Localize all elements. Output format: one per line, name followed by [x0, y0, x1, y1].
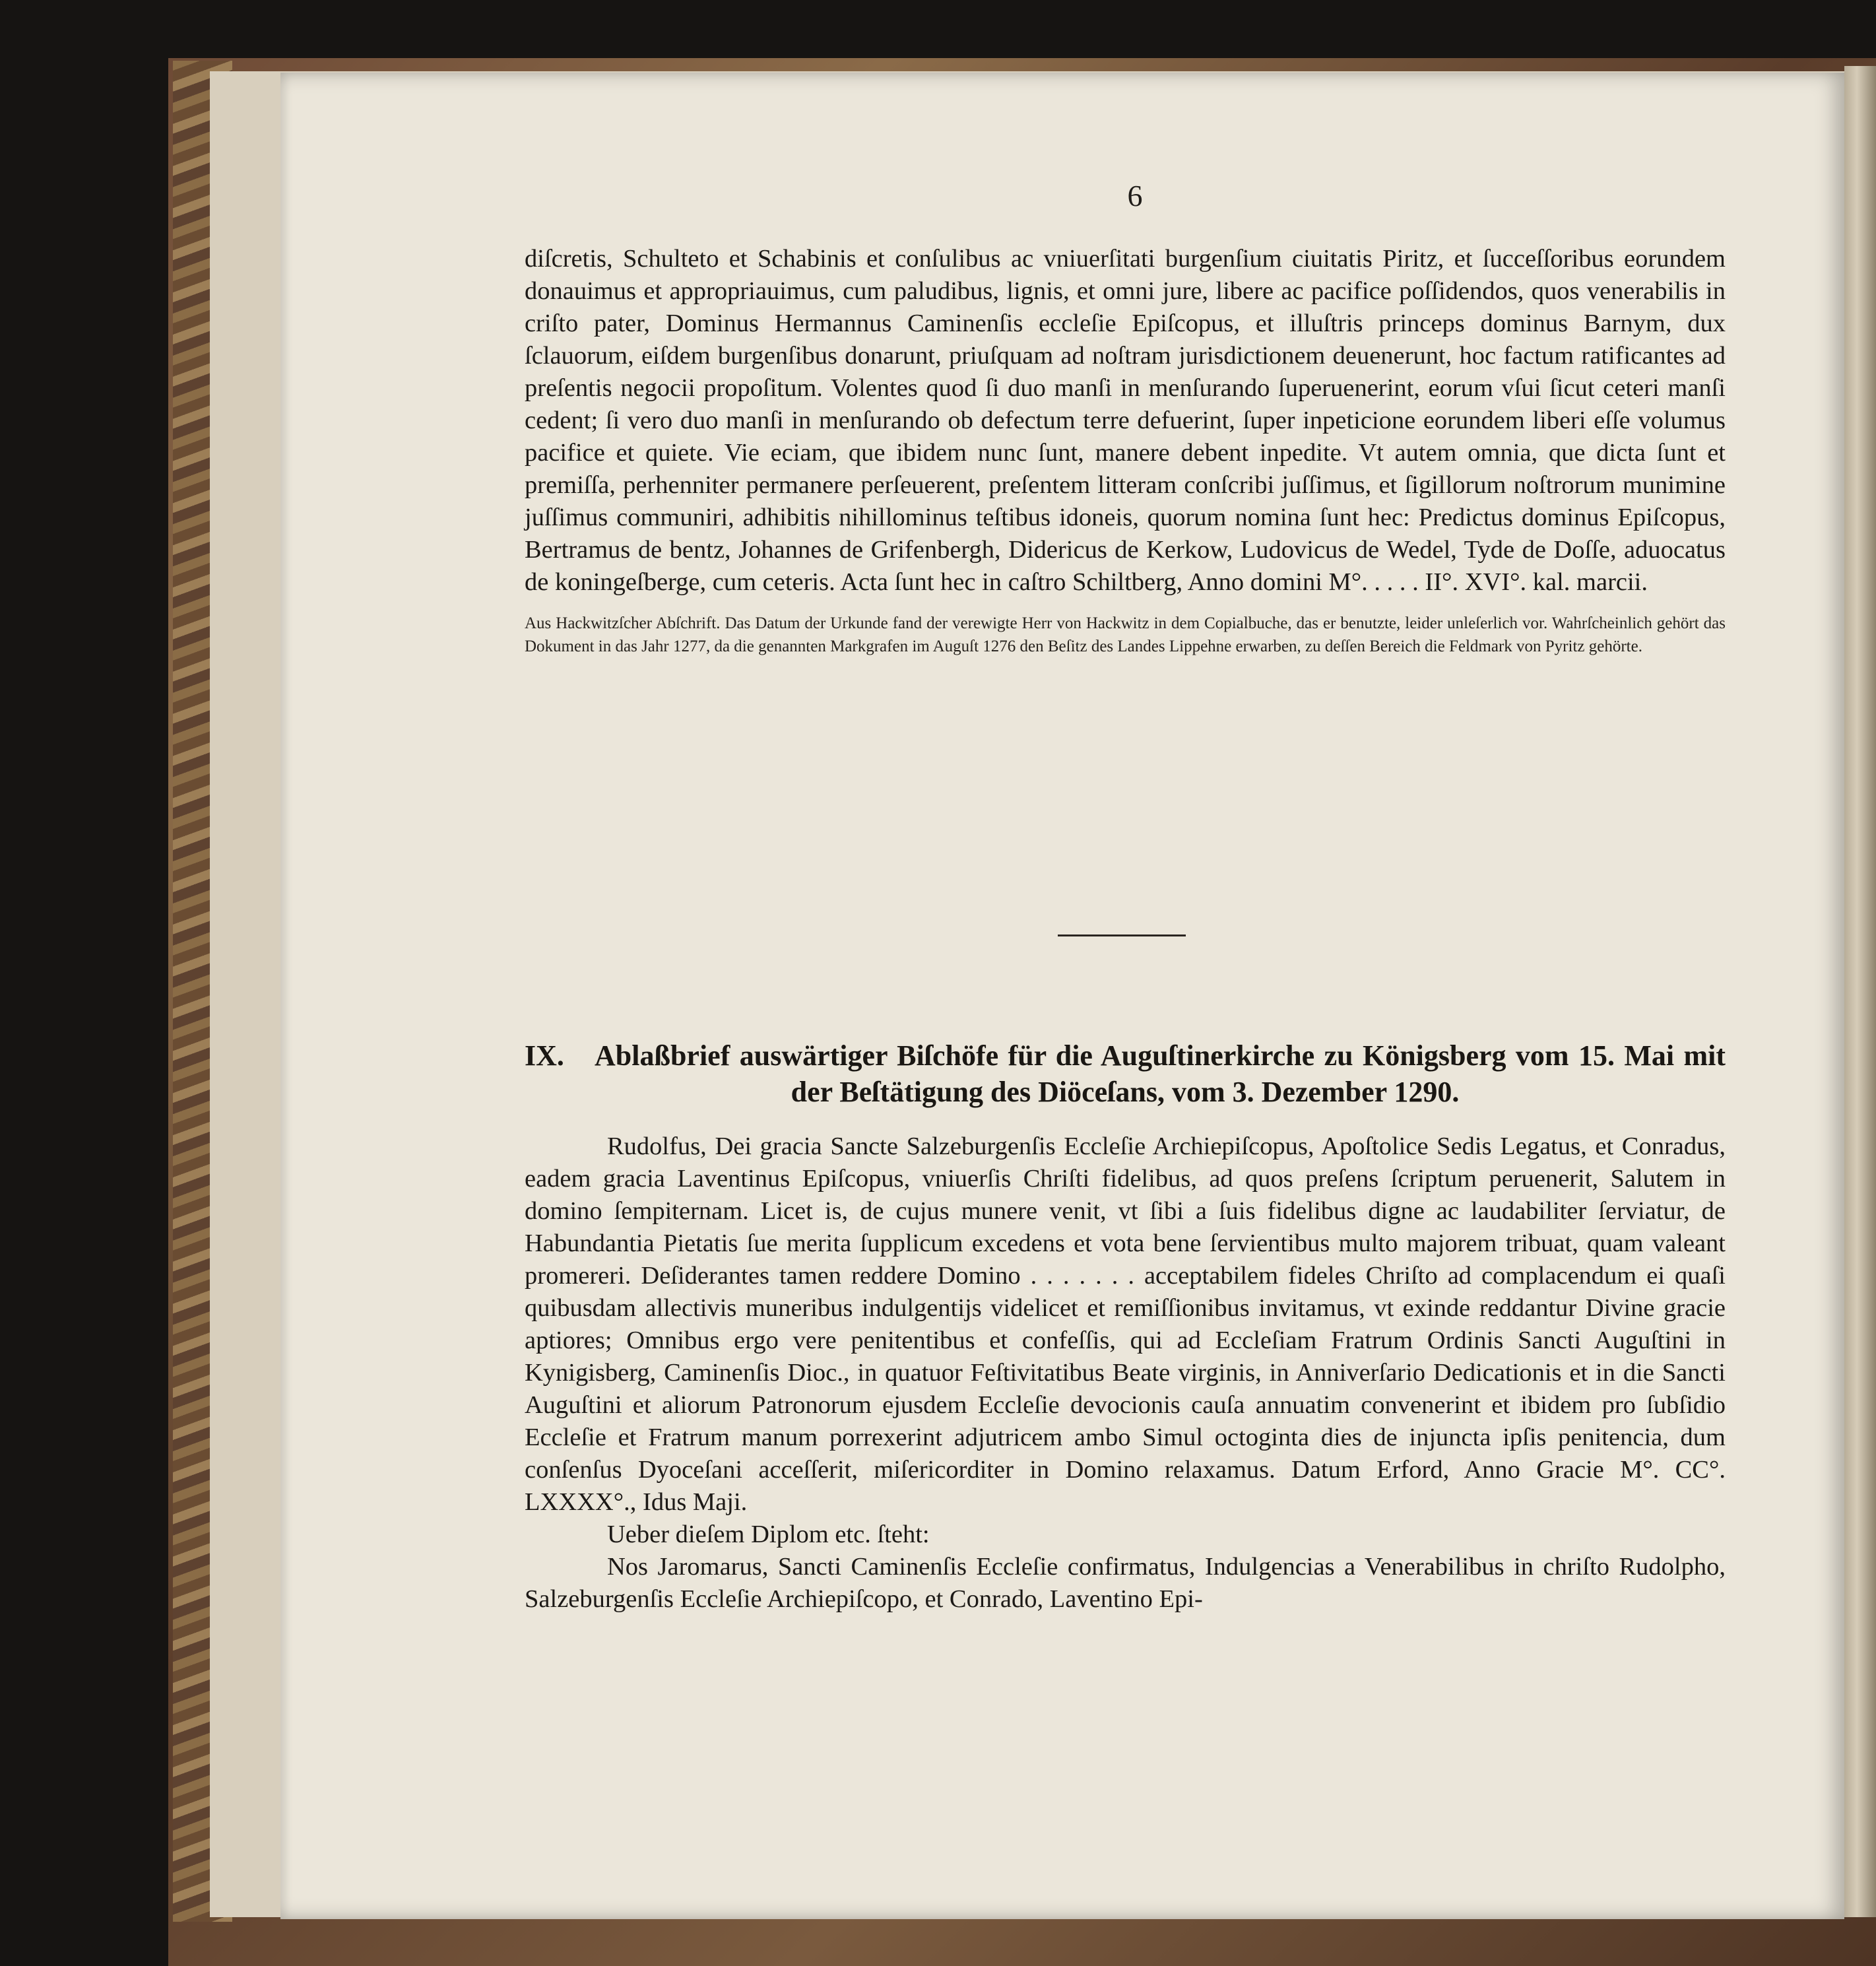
document-text-block	[525, 1130, 1726, 1616]
indulgence-letter-paragraph: Rudolfus, Dei gracia Sancte Salzeburgenſis Eccleſie Archiepiſcopus, Apoſtolice Sedis Legatus, et Conradus, eadem gracia Laventinus Epiſcopus, vniuerſis Chriſti fidelibus, ad quos preſens ſcriptum peruenerit, Salutem in domino ſempiternam. Licet is, de cujus munere venit, vt ſibi a ſuis fidelibus digne ac laudabiliter ſerviatur, de Habundantia Pietatis ſue merita ſupplicum excedens et vota bene ſervientibus multo majorem tribuat, quam valeant promereri. Deſiderantes tamen reddere Domino . . . . . . . acceptabilem fideles Chriſto ad complacendum ei quaſi quibusdam allectivis muneribus indulgentijs videlicet et remiſſionibus invitamus, vt exinde reddantur Divine gracie aptiores; Omnibus ergo vere penitentibus et confeſſis, qui ad Eccleſiam Fratrum Ordinis Sancti Auguſtini in Kynigisberg, Caminenſis Dioc., in quatuor Feſtivitatibus Beate virginis, in Anniverſario Dedicationis et in die Sancti Auguſtini et aliorum Patronorum ejusdem Eccleſie devocionis cauſa annuatim convenerint et ibidem pro ſubſidio Eccleſie et Fratrum manum porrexerint adjutricem ambo Simul octoginta dies de injuncta ipſis penitencia, dum conſenſus Dyoceſani acceſſerit, miſericorditer in Domino relaxamus. Datum Erford, Anno Gracie M°. CC°. LXXXX°., Idus Maji.	[525, 1132, 1726, 1516]
section-heading	[525, 1037, 1726, 1110]
confirmation-paragraph: Nos Jaromarus, Sancti Caminenſis Eccleſie confirmatus, Indulgencias a Venerabilibus in chriſto Rudolpho, Salzeburgenſis Eccleſie Archiepiſcopo, et Conrado, Laventino Epi-	[525, 1553, 1726, 1613]
charter-continuation-paragraph: diſcretis, Schulteto et Schabinis et conſulibus ac vniuerſitati burgenſium ciuitatis Piritz, et ſucceſſoribus eorundem donauimus et appropriauimus, cum paludibus, lignis, et omni jure, libere ac pacifice poſſidendos, quos venerabilis in criſto pater, Dominus Hermannus Caminenſis eccleſie Epiſcopus, et illuſtris princeps dominus Barnym, dux ſclauorum, eiſdem burgenſibus donarunt, priuſquam ad noſtram jurisdictionem deuenerunt, hoc factum ratificantes ad preſentis negocii propoſitum. Volentes quod ſi duo manſi in menſurando ſuperuenerint, eorum vſui ſicut ceteri manſi cedent; ſi vero duo manſi in menſurando ob defectum terre defuerint, ſuper inpeticione eorundem liberi eſſe volumus pacifice et quiete. Vie eciam, que ibidem nunc ſunt, manere debent inpedite. Vt autem omnia, que dicta ſunt et premiſſa, perhenniter permanere perſeuerent, preſentem litteram conſcribi juſſimus, et ſigillorum noſtrorum munimine juſſimus communiri, adhibitis nihillominus teſtibus idoneis, quorum nomina ſunt hec: Predictus dominus Epiſcopus, Bertramus de bentz, Johannes de Grifenbergh, Didericus de Kerkow, Ludovicus de Wedel, Tyde de Doſſe, aduocatus de koningeſberge, cum ceteris. Acta ſunt hec in caſtro Schiltberg, Anno domini M°. . . . . II°. XVI°. kal. marcii.	[525, 245, 1726, 596]
editorial-note: Aus Hackwitzſcher Abſchrift. Das Datum der Urkunde fand der verewigte Herr von Hackwitz in dem Copialbuche, das er benutzte, leider unleſerlich vor. Wahrſcheinlich gehört das Dokument in das Jahr 1277, da die genannten Markgrafen im Auguſt 1276 den Beſitz des Landes Lippehne erwarben, zu deſſen Bereich die Feldmark von Pyritz gehörte.	[525, 614, 1726, 655]
section-title-line-2: der Beſtätigung des Diöceſans, vom 3. Dezember 1290.	[791, 1076, 1460, 1108]
section-title-line-1: Ablaßbrief auswärtiger Biſchöfe für die Auguſtinerkirche zu Königsberg vom 15. Mai mit	[595, 1039, 1726, 1072]
page-number: 6	[1127, 179, 1143, 213]
section-number: IX.	[525, 1039, 564, 1072]
top-text-block	[525, 243, 1726, 658]
page-fore-edge	[1844, 66, 1876, 1917]
section-divider	[1058, 934, 1186, 936]
ueber-line: Ueber dieſem Diplom etc. ſteht:	[607, 1521, 930, 1548]
